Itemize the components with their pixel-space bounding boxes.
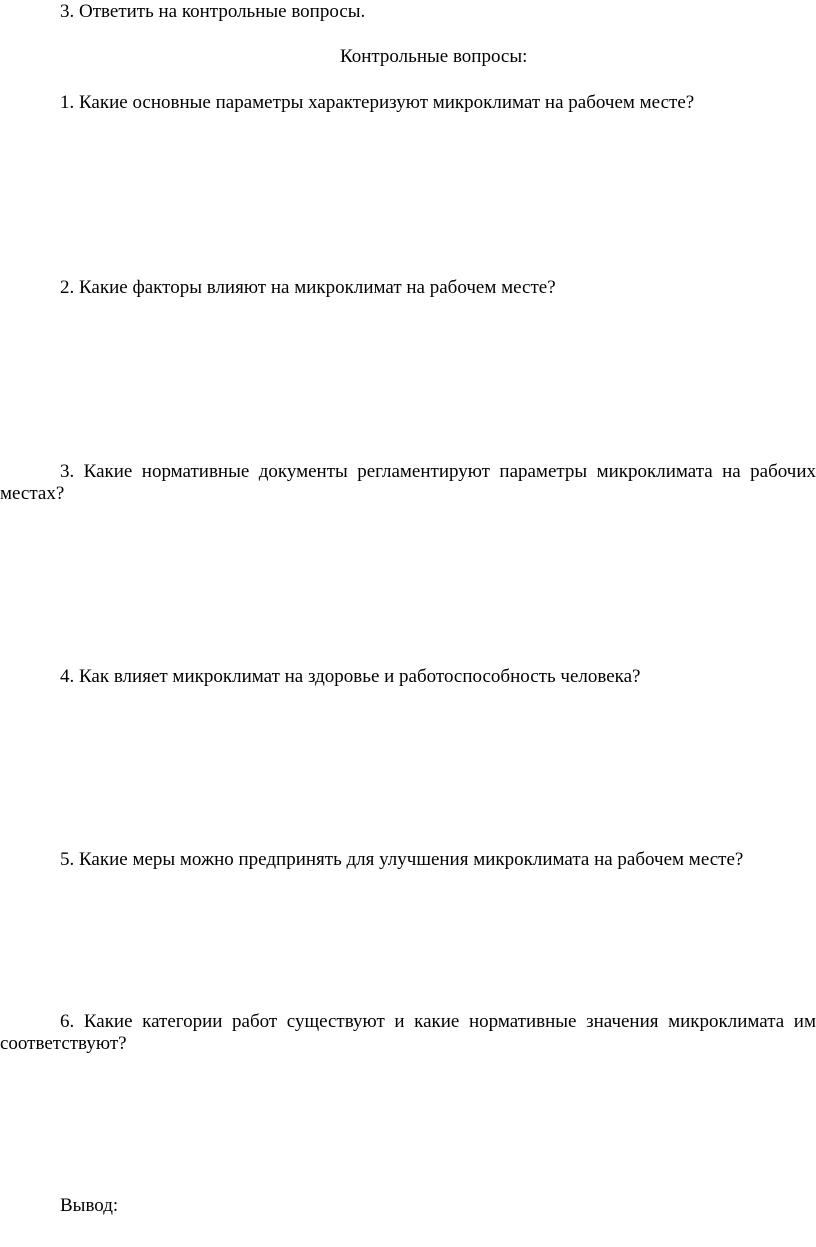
question-4: 4. Как влияет микроклимат на здоровье и работоспособность человека? bbox=[60, 666, 641, 687]
question-3-text: 3. Какие нормативные документы регламентируют параметры микроклимата на рабочих местах? bbox=[0, 461, 816, 504]
task-line: 3. Ответить на контрольные вопросы. bbox=[60, 1, 366, 22]
question-6-text: 6. Какие категории работ существуют и какие нормативные значения микроклимата им соответствуют? bbox=[0, 1011, 816, 1054]
conclusion-label: Вывод: bbox=[60, 1195, 119, 1216]
question-5: 5. Какие меры можно предпринять для улучшения микроклимата на рабочем месте? bbox=[60, 849, 744, 870]
question-3 bbox=[0, 461, 816, 505]
section-heading: Контрольные вопросы: bbox=[340, 46, 528, 67]
question-2: 2. Какие факторы влияют на микроклимат на рабочем месте? bbox=[60, 277, 556, 298]
question-6 bbox=[0, 1011, 816, 1055]
question-1: 1. Какие основные параметры характеризуют микроклимат на рабочем месте? bbox=[60, 92, 695, 113]
